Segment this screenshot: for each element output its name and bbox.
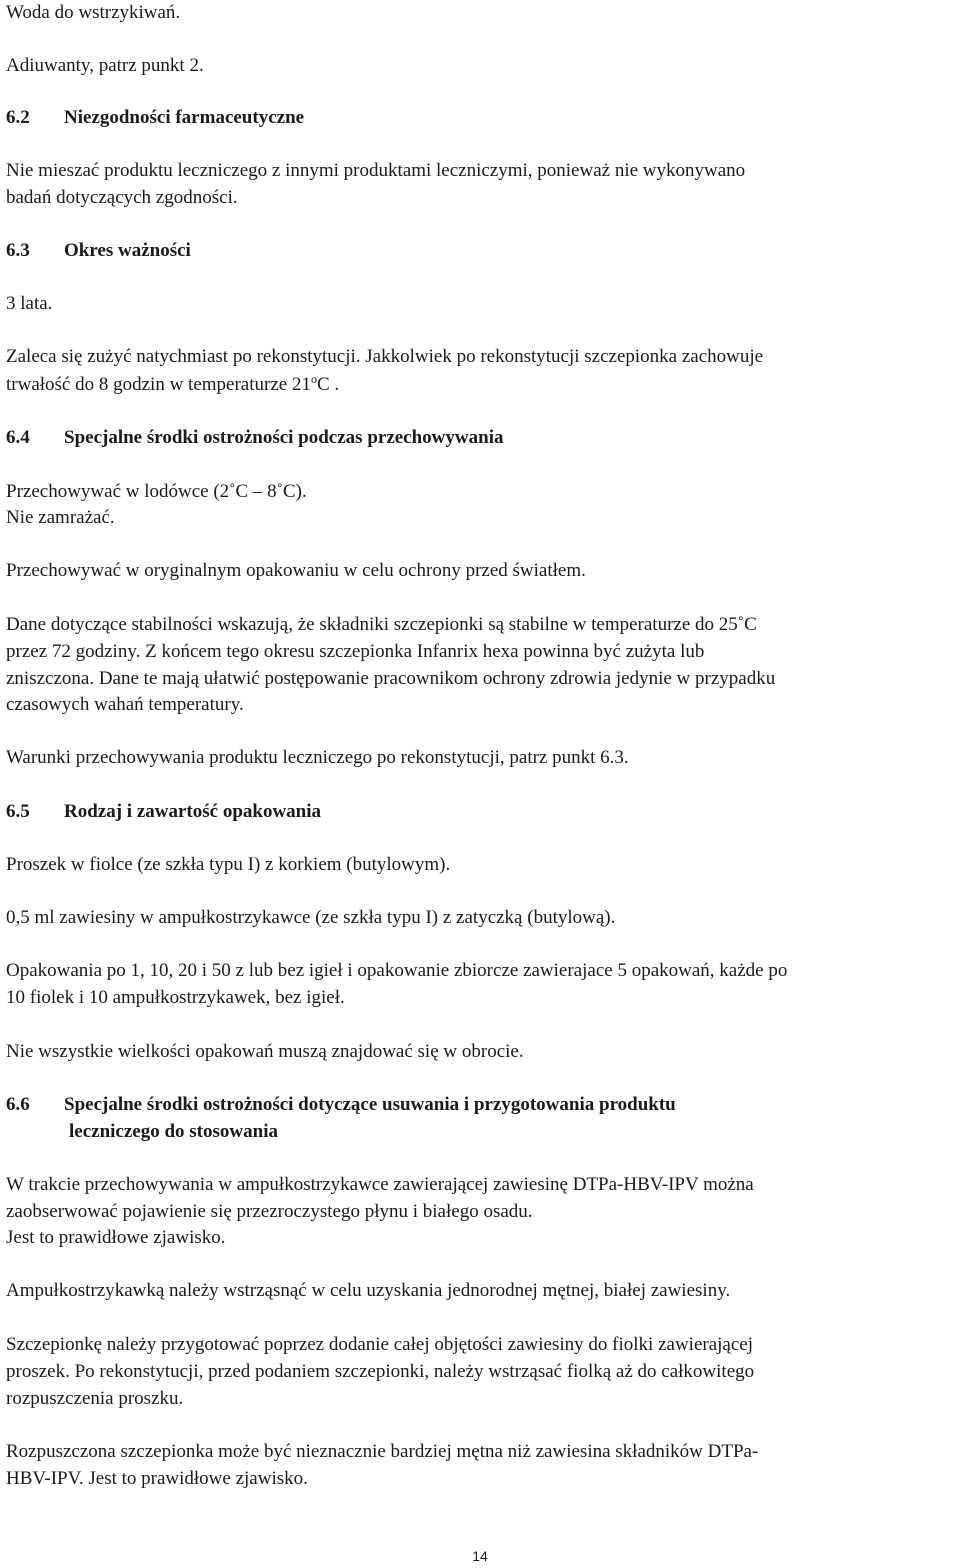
text-fragment: trwałość do 8 godzin w temperaturze 21	[6, 374, 311, 395]
text-line: badań dotyczących zgodności.	[6, 187, 238, 208]
text-line: Rozpuszczona szczepionka może być nieznacznie bardziej mętna niż zawiesina składników DTPa-	[6, 1441, 759, 1462]
text-line: Zaleca się zużyć natychmiast po rekonstytucji. Jakkolwiek po rekonstytucji szczepionka zachowuje	[6, 346, 764, 367]
section-number: 6.5	[6, 801, 30, 822]
section-title: Specjalne środki ostrożności podczas przechowywania	[64, 427, 504, 448]
text-line: Nie zamrażać.	[6, 507, 115, 528]
text-line: przez 72 godziny. Z końcem tego okresu szczepionka Infanrix hexa powinna być zużyta lub	[6, 641, 705, 662]
page-number: 14	[472, 1548, 488, 1564]
text-line: zniszczona. Dane te mają ułatwić postępowanie pracownikom ochrony zdrowia jedynie w przypadku	[6, 668, 776, 689]
section-heading-6-6	[6, 1092, 676, 1118]
section-number: 6.2	[6, 107, 30, 128]
section-heading-6-5	[6, 799, 321, 825]
section-heading-6-2	[6, 105, 304, 131]
text-line: Przechowywać w lodówce (2˚C – 8˚C).	[6, 481, 307, 502]
text-line	[6, 372, 339, 398]
text-line: Opakowania po 1, 10, 20 i 50 z lub bez igieł i opakowanie zbiorcze zawierajace 5 opakowań, każde po	[6, 960, 788, 981]
text-line: Adiuwanty, patrz punkt 2.	[6, 55, 204, 76]
text-line: 3 lata.	[6, 293, 53, 314]
section-number: 6.3	[6, 240, 30, 261]
section-number: 6.4	[6, 427, 30, 448]
text-line: Dane dotyczące stabilności wskazują, że składniki szczepionki są stabilne w temperaturze do 25˚C	[6, 614, 757, 635]
section-number: 6.6	[6, 1094, 30, 1115]
text-line: rozpuszczenia proszku.	[6, 1388, 184, 1409]
text-line: proszek. Po rekonstytucji, przed podaniem szczepionki, należy wstrząsać fiolką aż do całkowitego	[6, 1361, 755, 1382]
text-line: Szczepionkę należy przygotować poprzez dodanie całej objętości zawiesiny do fiolki zawierającej	[6, 1334, 753, 1355]
text-line: Proszek w fiolce (ze szkła typu I) z korkiem (butylowym).	[6, 854, 451, 875]
text-line: Ampułkostrzykawką należy wstrząsnąć w celu uzyskania jednorodnej mętnej, białej zawiesiny.	[6, 1280, 731, 1301]
text-line: 0,5 ml zawiesiny w ampułkostrzykawce (ze szkła typu I) z zatyczką (butylową).	[6, 907, 616, 928]
section-title: Rodzaj i zawartość opakowania	[64, 801, 322, 822]
degree-superscript: o	[310, 372, 317, 386]
text-line: Jest to prawidłowe zjawisko.	[6, 1227, 226, 1248]
text-line: 10 fiolek i 10 ampułkostrzykawek, bez igieł.	[6, 987, 345, 1008]
text-line: czasowych wahań temperatury.	[6, 694, 244, 715]
section-heading-6-3	[6, 238, 191, 264]
text-line: Nie mieszać produktu leczniczego z innymi produktami leczniczymi, ponieważ nie wykonywano	[6, 160, 746, 181]
text-line: HBV-IPV. Jest to prawidłowe zjawisko.	[6, 1468, 308, 1489]
section-title: Specjalne środki ostrożności dotyczące usuwania i przygotowania produktu	[64, 1094, 676, 1115]
section-title: Niezgodności farmaceutyczne	[64, 107, 305, 128]
text-line: W trakcie przechowywania w ampułkostrzykawce zawierającej zawiesinę DTPa-HBV-IPV można	[6, 1174, 754, 1195]
section-title: Okres ważności	[64, 240, 191, 261]
text-line: Przechowywać w oryginalnym opakowaniu w celu ochrony przed światłem.	[6, 560, 586, 581]
text-fragment: C .	[316, 374, 340, 395]
text-line: Woda do wstrzykiwań.	[6, 2, 181, 23]
section-heading-6-4	[6, 425, 503, 451]
text-line: zaobserwować pojawienie się przezroczystego płynu i białego osadu.	[6, 1201, 533, 1222]
section-title-continued: leczniczego do stosowania	[69, 1121, 278, 1142]
text-line: Nie wszystkie wielkości opakowań muszą znajdować się w obrocie.	[6, 1041, 524, 1062]
text-line: Warunki przechowywania produktu leczniczego po rekonstytucji, patrz punkt 6.3.	[6, 747, 629, 768]
